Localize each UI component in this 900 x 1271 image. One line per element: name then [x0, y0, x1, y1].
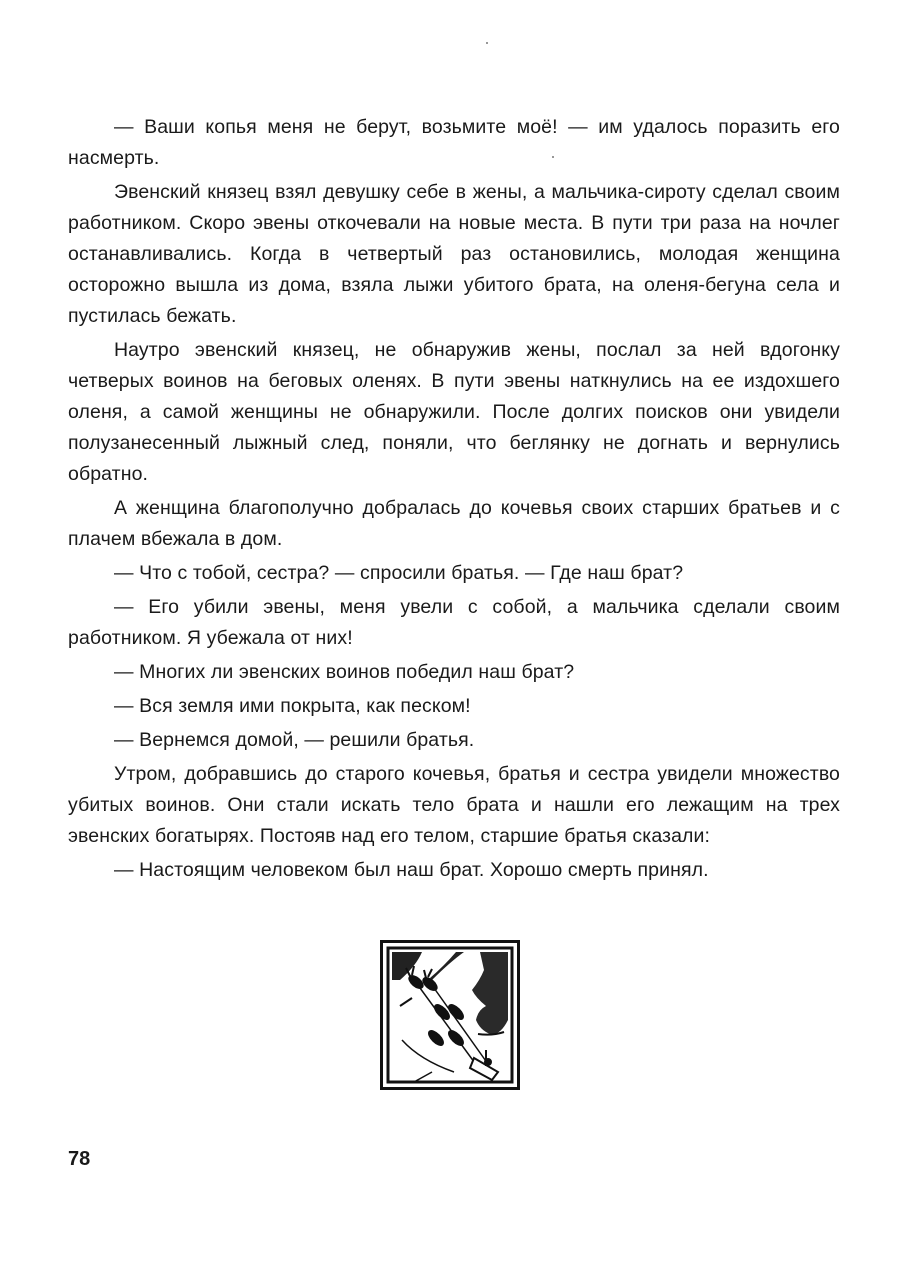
page-number: 78: [68, 1148, 91, 1170]
paragraph: А женщина благополучно добралась до кочевья своих старших братьев и с плачем вбежала в дом.: [68, 497, 840, 550]
reindeer-sled-illustration: [380, 940, 520, 1090]
page-body-text: [68, 112, 840, 889]
paragraph: — Вернемся домой, — решили братья.: [114, 729, 475, 751]
paragraph: Утром, добравшись до старого кочевья, братья и сестра увидели множество убитых воинов. Они стали искать тело брата и нашли его лежащим на трех эвенских богатырях. Постояв над его телом, старшие братья сказали:: [68, 763, 840, 847]
reindeer-sled-icon: [380, 940, 520, 1090]
scan-speck: [486, 42, 488, 44]
paragraph: — Вся земля ими покрыта, как песком!: [114, 695, 471, 717]
paragraph: — Его убили эвены, меня увели с собой, а мальчика сделали своим работником. Я убежала от них!: [68, 596, 840, 649]
paragraph: Наутро эвенский князец, не обнаружив жены, послал за ней вдогонку четверых воинов на беговых оленях. В пути эвены наткнулись на ее издохшего оленя, а самой женщины не обнаружили. После долгих поисков они увидели полузанесенный лыжный след, поняли, что беглянку не догнать и вернулись обратно.: [68, 339, 840, 485]
paragraph: — Ваши копья меня не берут, возьмите моё! — им удалось поразить его насмерть.: [68, 116, 840, 169]
paragraph: — Что с тобой, сестра? — спросили братья. — Где наш брат?: [114, 562, 684, 584]
paragraph: — Многих ли эвенских воинов победил наш брат?: [114, 661, 575, 683]
paragraph: — Настоящим человеком был наш брат. Хорошо смерть принял.: [114, 859, 709, 881]
paragraph: Эвенский князец взял девушку себе в жены, а мальчика-сироту сделал своим работником. Скоро эвены откочевали на новые места. В пути три раза на ночлег останавливались. Когда в четвертый раз остановились, молодая женщина осторожно вышла из дома, взяла лыжи убитого брата, на оленя-бегуна села и пустилась бежать.: [68, 181, 840, 327]
